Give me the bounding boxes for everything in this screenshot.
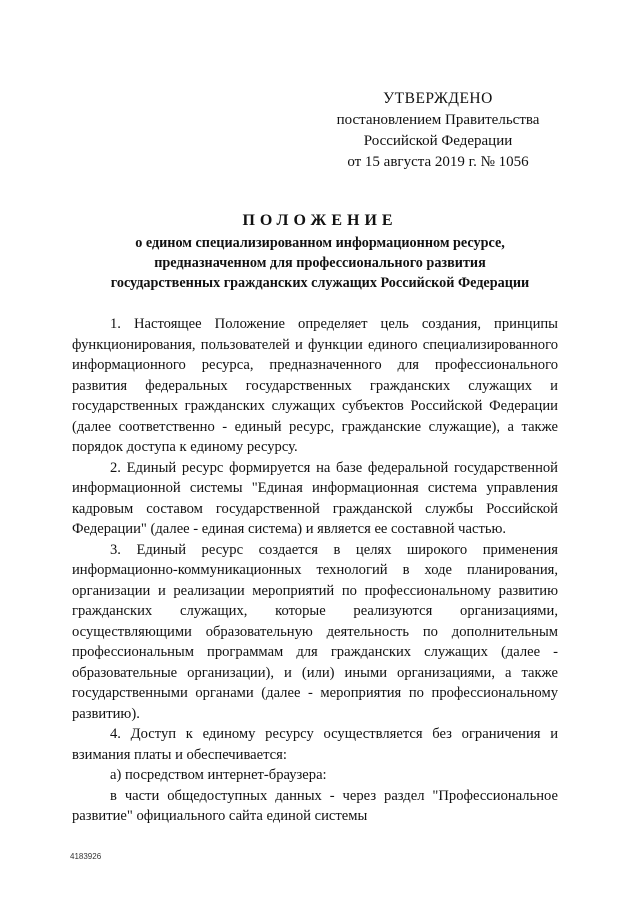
approval-line: постановлением Правительства [336,112,540,128]
paragraph-2: 2. Единый ресурс формируется на базе федеральной государственной информационной системы "Единая информационная система управления кадровым составом государственной гражданской службы Российской Федерации" (далее - единая система) и является ее составной частью. [72,459,558,537]
approval-line: Российской Федерации [363,133,513,149]
paragraph-1: 1. Настоящее Положение определяет цель создания, принципы функционирования, пользователей и функции единого специализированного информационного ресурса, предназначенного для профессионального развития федеральных государственных гражданских служащих и государственных гражданских служащих субъектов Российской Федерации (далее соответственно - единый ресурс, гражданские служащие), а также порядок доступа к единому ресурсу. [72,316,558,455]
document-body [72,314,558,827]
subtitle-line: о едином специализированном информационном ресурсе, [135,235,505,251]
paragraph-4a-detail: в части общедоступных данных - через раздел "Профессиональное развитие" официального сайта единой системы [72,787,558,824]
approval-date-number: от 15 августа 2019 г. № 1056 [347,154,529,170]
approval-block [318,88,558,173]
subtitle-line: государственных гражданских служащих Российской Федерации [110,275,530,291]
document-id: 4183926 [70,852,102,861]
subtitle-line: предназначенном для профессионального развития [154,255,486,271]
paragraph-3: 3. Единый ресурс создается в целях широкого применения информационно-коммуникационных технологий в ходе планирования, организации и реализации мероприятий по профессиональному развитию гражданских служащих, которые реализуются организациями, осуществляющими образовательную деятельность по дополнительным профессиональным программам для гражданских служащих (далее - образовательные организации), и (или) иными организациями, а также государственными органами (далее - мероприятия по профессиональному развитию). [72,541,558,722]
approval-stamp: УТВЕРЖДЕНО [383,90,493,107]
paragraph-4a: а) посредством интернет-браузера: [110,767,327,783]
paragraph-4: 4. Доступ к единому ресурсу осуществляется без ограничения и взимания платы и обеспечивается: [72,726,558,763]
document-subtitle [70,233,570,293]
document-heading [70,210,570,293]
document-title: ПОЛОЖЕНИЕ [242,212,398,229]
